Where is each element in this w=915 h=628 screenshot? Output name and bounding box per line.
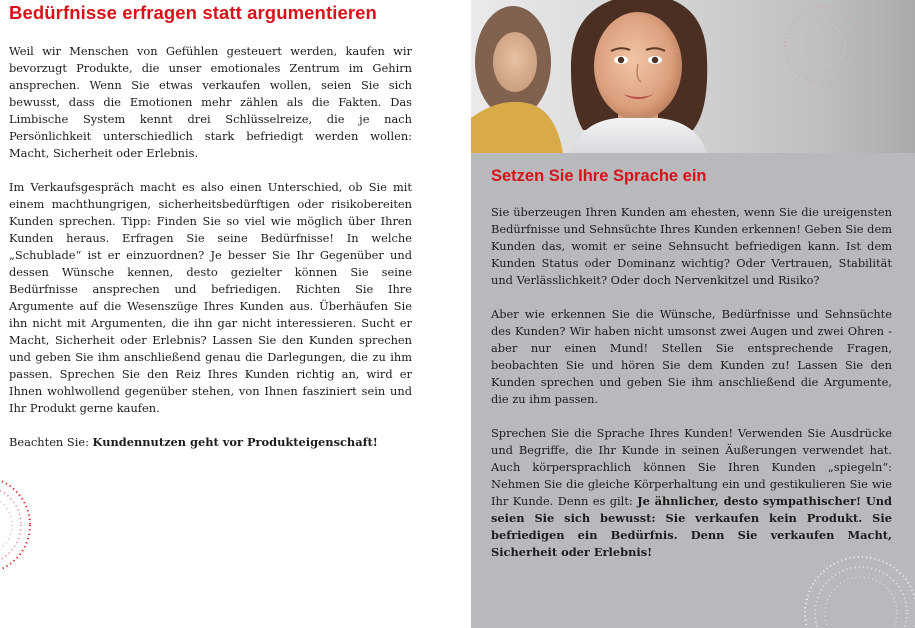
right-paragraph-1: Sie überzeugen Ihren Kunden am ehesten, wenn Sie die ureigensten Bedürfnisse und Sehnsüchte Ihres Kunden erkennen! Geben Sie dem Kunden das, womit er seine Sehnsucht befriedigen kann. Ist dem Kunden Status oder Dominanz wichtig? Oder Vertrauen, Stabilität und Verlässlichkeit? Oder doch Nervenkitzel und Risiko?: [491, 205, 892, 287]
left-heading: Bedürfnisse erfragen statt argumentieren: [9, 2, 377, 23]
right-body: [491, 204, 892, 578]
left-paragraph-2: Im Verkaufsgespräch macht es also einen Unterschied, ob Sie mit einem machthungrigen, sicherheitsbedürftigen oder risikobereiten Kunden sprechen. Tipp: Finden Sie so viel wie möglich über Ihren Kunden heraus. Erfragen Sie seine Bedürfnisse! In welche „Schublade“ ist er einzuordnen? Je besser Sie Ihr Gegenüber und dessen Wünsche kennen, desto gezielter können Sie seine Bedürfnisse ansprechen und befriedigen. Richten Sie Ihre Argumente auf die Wesenszüge Ihres Kunden aus. Überhäufen Sie ihn nicht mit Argumenten, die ihn gar nicht interessieren. Sucht er Macht, Sicherheit oder Erlebnis? Lassen Sie den Kunden sprechen und geben Sie ihm anschließend genau die Darlegungen, die zu ihm passen. Sprechen Sie den Reiz Ihres Kunden richtig an, wird er Ihnen wohlwollend gegenüber stehen, von Ihnen fasziniert sein und Ihr Produkt gerne kaufen.: [9, 180, 412, 415]
right-paragraph-2: Aber wie erkennen Sie die Wünsche, Bedürfnisse und Sehnsüchte des Kunden? Wir haben nicht umsonst zwei Augen und zwei Ohren - aber nur einen Mund! Stellen Sie entsprechende Fragen, beobachten Sie und hören Sie dem Kunden zu! Lassen Sie den Kunden sprechen und geben Sie ihm anschließend die Argumente, die zu ihm passen.: [491, 307, 892, 406]
left-paragraph-1: Weil wir Menschen von Gefühlen gesteuert werden, kaufen wir bevorzugt Produkte, die unser emotionales Zentrum im Gehirn ansprechen. Wenn Sie etwas verkaufen wollen, seien Sie sich bewusst, dass die Emotionen mehr zählen als die Fakten. Das Limbische System kennt drei Schlüsselreize, die je nach Persönlichkeit unterschiedlich stark befriedigt werden wollen: Macht, Sicherheit oder Erlebnis.: [9, 44, 412, 160]
right-paragraph-3-emphasis: Je ähnlicher, desto sympathischer! Und seien Sie sich bewusst: Sie verkaufen kein Produkt. Sie befriedigen ein Bedürfnis. Denn Sie verkaufen Macht, Sicherheit oder Erlebnis!: [491, 494, 892, 559]
left-body: [9, 43, 412, 468]
dotted-circle-ornament-icon: [0, 470, 40, 580]
right-paragraph-3-text: Sprechen Sie die Sprache Ihres Kunden! Verwenden Sie Ausdrücke und Begriffe, die Ihr Kunde in seinen Äußerungen verwendet hat. Auch körpersprachlich können Sie Ihren Kunden „spiegeln“: Nehmen Sie die gleiche Körperhaltung ein und gestikulieren Sie wie Ihr Kunde. Denn es gilt:: [491, 426, 892, 508]
left-paragraph-3-prefix: Beachten Sie:: [9, 435, 93, 449]
two-women-photo-icon: [471, 0, 915, 153]
left-paragraph-3-emphasis: Kundennutzen geht vor Produkteigenschaft!: [92, 435, 378, 449]
right-column: [471, 0, 915, 628]
right-paragraph-3: [491, 425, 892, 561]
right-heading: Setzen Sie Ihre Sprache ein: [491, 167, 707, 185]
left-paragraph-3: [9, 434, 412, 451]
